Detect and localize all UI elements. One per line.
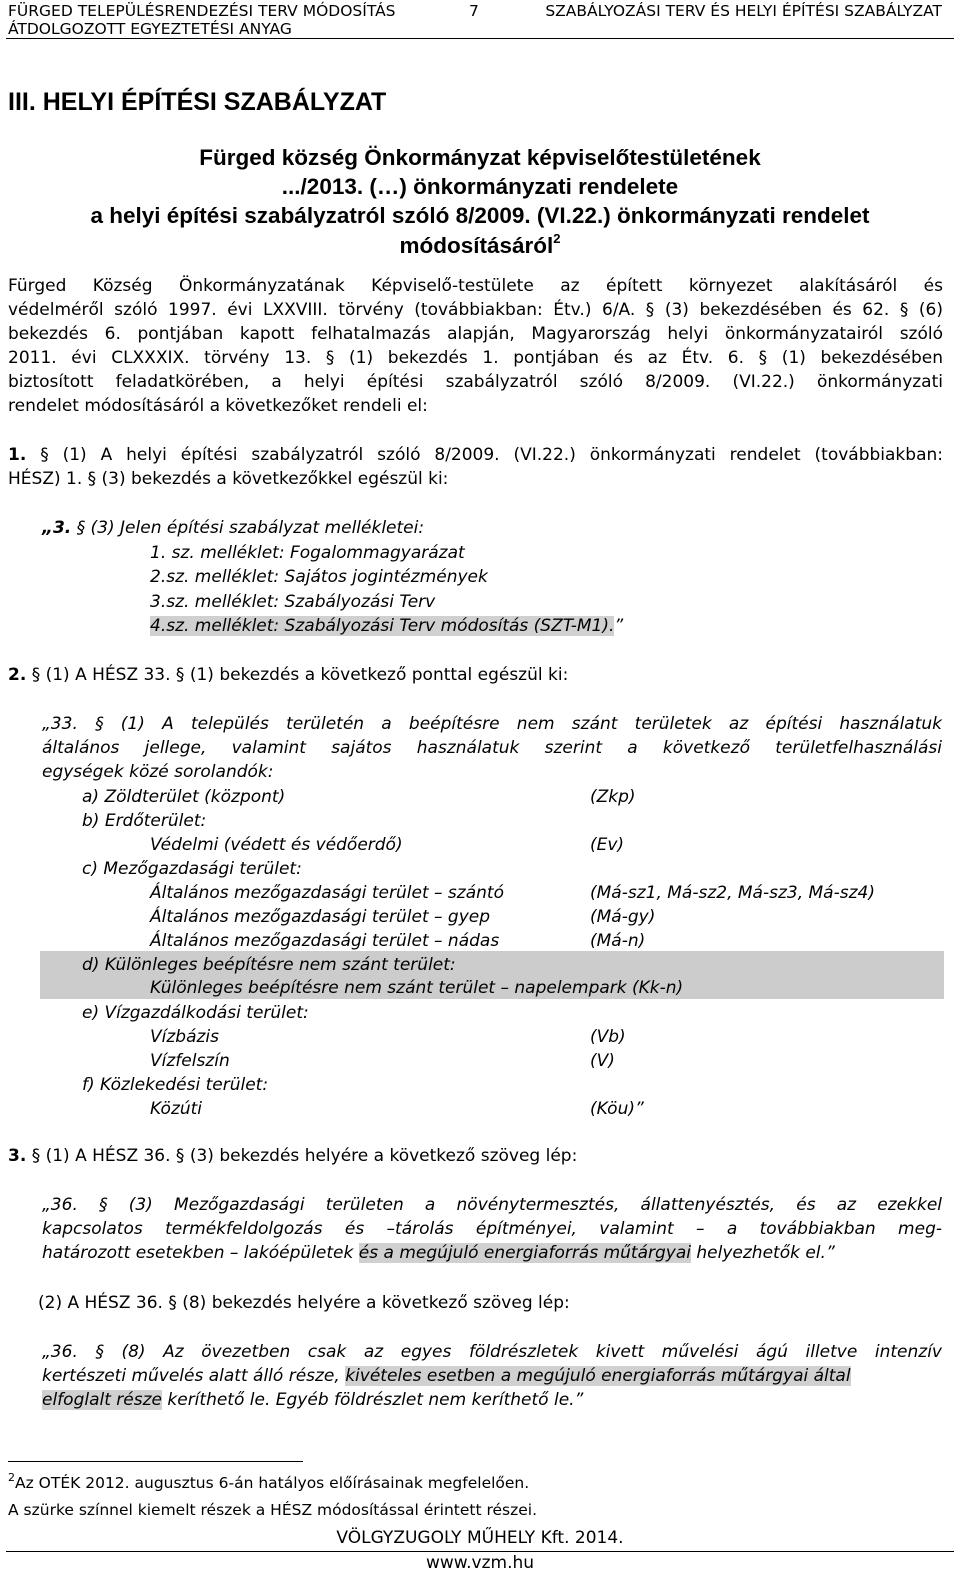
land-use-label: Vízbázis [150,1027,219,1047]
header-divider [6,38,954,39]
land-use-label: f) Közlekedési terület: [82,1075,269,1095]
annex-item-4: 4.sz. melléklet: Szabályozási Terv módosítás (SZT-M1). [150,616,615,636]
section-3-line [8,1146,577,1166]
land-use-code: (Ev) [590,835,625,855]
highlighted-text: és a megújuló energiaforrás műtárgyai [358,1243,691,1263]
preamble-line: rendelet módosításáról a következőket rendeli el: [8,396,428,416]
land-use-label: Közúti [150,1099,203,1119]
section-2-text: § (1) A HÉSZ 33. § (1) bekezdés a következő ponttal egészül ki: [26,665,569,685]
land-use-code: (Vb) [590,1027,626,1047]
para-3-text: határozott esetekben – lakóépületek [42,1243,359,1263]
section-33-line: általános jellege, valamint sajátos használatuk szerint a következő területfelhasználási [42,738,942,758]
heading-line-4-text: módosításáról [399,233,554,258]
footer-company: VÖLGYZUGOLY MŰHELY Kft. 2014. [336,1528,624,1548]
land-use-code: (Má-n) [590,931,646,951]
land-use-label: c) Mezőgazdasági terület: [82,859,302,879]
section-1-number: 1. [8,445,27,465]
footnote-number: 2 [8,1471,15,1484]
section-33-line: „33. § (1) A település területén a beépítésre nem szánt területek az építési használatuk [42,714,942,734]
heading-line-3: a helyi építési szabályzatról szóló 8/2009. (VI.22.) önkormányzati rendelet [90,203,870,228]
section-33-line: egységek közé sorolandók: [42,762,274,782]
preamble-line: bekezdés 6. pontjában kapott felhatalmazás alapján, Magyarország helyi önkormányzatairól szóló [8,324,943,344]
land-use-code: (Má-sz1, Má-sz2, Má-sz3, Má-sz4) [590,883,875,903]
heading-line-1: Fürged község Önkormányzat képviselőtestületének [199,145,761,170]
section-1-line-2: HÉSZ) 1. § (3) bekezdés a következőkkel egészül ki: [8,469,449,489]
footer-divider [6,1551,954,1552]
land-use-label: a) Zöldterület (központ) [82,787,286,807]
para2-3-end: keríthető le. Egyéb földrészlet nem keríthető le.” [161,1390,584,1410]
page-title: III. HELYI ÉPÍTÉSI SZABÁLYZAT [8,88,387,116]
annex-item: 3.sz. melléklet: Szabályozási Terv [150,592,436,612]
land-use-code: (Zkp) [590,787,636,807]
para2-2-text: kertészeti művelés alatt álló része, [42,1366,346,1386]
footnote-divider [8,1461,303,1462]
land-use-label: d) Különleges beépítésre nem szánt terület: [82,955,456,975]
preamble-line: Fürged Község Önkormányzatának Képviselő-testülete az épített környezet alakításáról és [8,276,943,296]
section-36-3-line: „36. § (3) Mezőgazdasági területen a növénytermesztés, állattenyésztés, és az ezekkel [42,1195,942,1215]
footer-url: www.vzm.hu [425,1553,535,1573]
section-3-number: 3. [8,1146,27,1166]
section-3-text: § (1) A HÉSZ 36. § (3) bekezdés helyére a következő szöveg lép: [26,1146,578,1166]
section-36-8-line [42,1366,851,1386]
highlighted-text: kivételes esetben a megújuló energiaforrás műtárgyai által [345,1366,851,1386]
heading-line-2: .../2013. (…) önkormányzati rendelete [281,174,679,199]
header-title-left: FÜRGED TELEPÜLÉSRENDEZÉSI TERV MÓDOSÍTÁS [8,2,396,20]
annex-item: 2.sz. melléklet: Sajátos jogintézmények [150,567,488,587]
annex-item-highlighted [150,616,623,636]
section-1-text: § (1) A helyi építési szabályzatról szóló 8/2009. (VI.22.) önkormányzati rendelet (továbbiakban: [26,445,943,465]
quote-3-number: „3. [42,518,72,538]
footnote-note: A szürke színnel kiemelt részek a HÉSZ módosítással érintett részei. [8,1501,538,1519]
section-1-line-1 [8,445,943,465]
section-2-line [8,665,568,685]
heading-line-4 [0,233,960,259]
land-use-label: Különleges beépítésre nem szánt terület – napelempark (Kk-n) [150,978,684,998]
footnote-text: Az OTÉK 2012. augusztus 6-án hatályos előírásainak megfelelően. [15,1474,530,1492]
para-3-end: helyezhetők el.” [691,1243,835,1263]
quote-3-text: § (3) Jelen építési szabályzat mellékletei: [71,518,425,538]
footnote-ref: 2 [553,231,561,246]
header-subtitle-left: ÁTDOLGOZOTT EGYEZTETÉSI ANYAG [8,20,292,38]
land-use-label: e) Vízgazdálkodási terület: [82,1003,309,1023]
quote-close: ” [614,616,624,636]
section-36-8-line: „36. § (8) Az övezetben csak az egyes földrészletek kivett művelési ágú illetve intenzív [42,1342,942,1362]
quote-3-head [42,518,424,538]
land-use-code: (V) [590,1051,615,1071]
section-36-3-line [42,1243,835,1263]
highlighted-text: elfoglalt része [42,1390,162,1410]
page-number: 7 [469,2,479,20]
section-2-number: 2. [8,665,27,685]
land-use-label: b) Erdőterület: [82,811,207,831]
land-use-label: Általános mezőgazdasági terület – nádas [150,931,500,951]
section-36-8-line [42,1390,583,1410]
preamble-line: 2011. évi CLXXXIX. törvény 13. § (1) bekezdés 1. pontjában és az Étv. 6. § (1) bekezdésében [8,348,943,368]
land-use-label: Általános mezőgazdasági terület – gyep [150,907,491,927]
header-title-right: SZABÁLYOZÁSI TERV ÉS HELYI ÉPÍTÉSI SZABÁLYZAT [545,2,942,20]
annex-item: 1. sz. melléklet: Fogalommagyarázat [150,543,465,563]
footnote-2 [8,1471,530,1492]
preamble-line: védelméről szóló 1997. évi LXXVIII. törvény (továbbiakban: Étv.) 6/A. § (3) bekezdésében és 62. § (6) [8,300,943,320]
section-3-sub-2: (2) A HÉSZ 36. § (8) bekezdés helyére a következő szöveg lép: [38,1293,570,1313]
land-use-code: (Köu)” [590,1099,644,1119]
section-36-3-line: kapcsolatos termékfeldolgozás és –tárolás építményei, valamint – a továbbiakban meg- [42,1219,942,1239]
land-use-label: Általános mezőgazdasági terület – szántó [150,883,504,903]
land-use-label: Vízfelszín [150,1051,230,1071]
preamble-line: biztosított feladatkörében, a helyi építési szabályzatról szóló 8/2009. (VI.22.) önkormányzati [8,372,943,392]
land-use-label: Védelmi (védett és védőerdő) [150,835,403,855]
land-use-code: (Má-gy) [590,907,656,927]
